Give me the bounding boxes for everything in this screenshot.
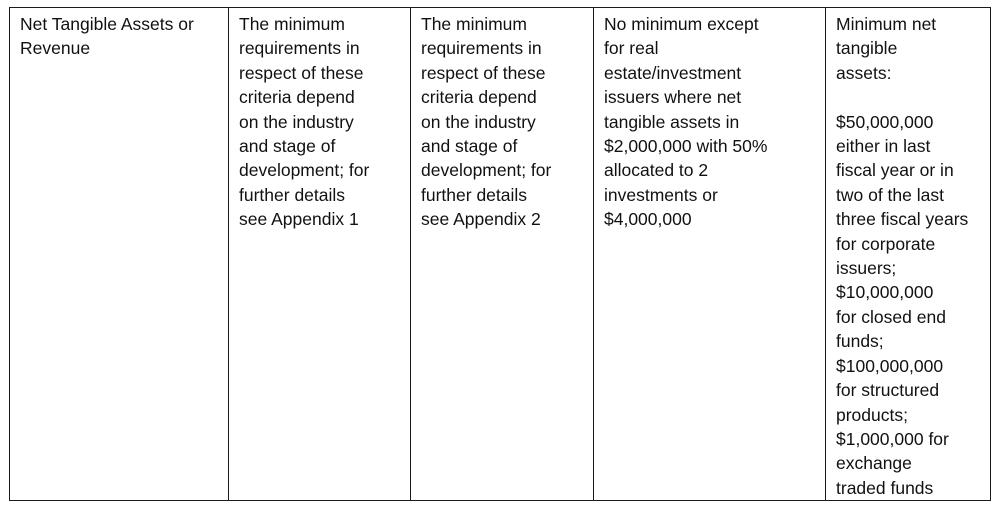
table-cell-col4: No minimum except for real estate/investment issuers where net tangible assets in $2,000,000 with 50% allocated to 2 investments or $4,000,000: [594, 8, 826, 501]
table-cell-col5: Minimum net tangible assets: $50,000,000 either in last fiscal year or in two of the last three fiscal years for corporate issuers; $10,000,000 for closed end funds; $100,000,000 for structured products; $1,000,000 for exchange traded funds: [826, 8, 991, 501]
table-row: [10, 8, 991, 501]
table-cell-col2: The minimum requirements in respect of these criteria depend on the industry and stage of development; for further details see Appendix 1: [229, 8, 411, 501]
criterion-cell: Net Tangible Assets or Revenue: [10, 8, 229, 501]
requirements-table: [9, 7, 991, 501]
table-cell-col3: The minimum requirements in respect of these criteria depend on the industry and stage of development; for further details see Appendix 2: [411, 8, 594, 501]
